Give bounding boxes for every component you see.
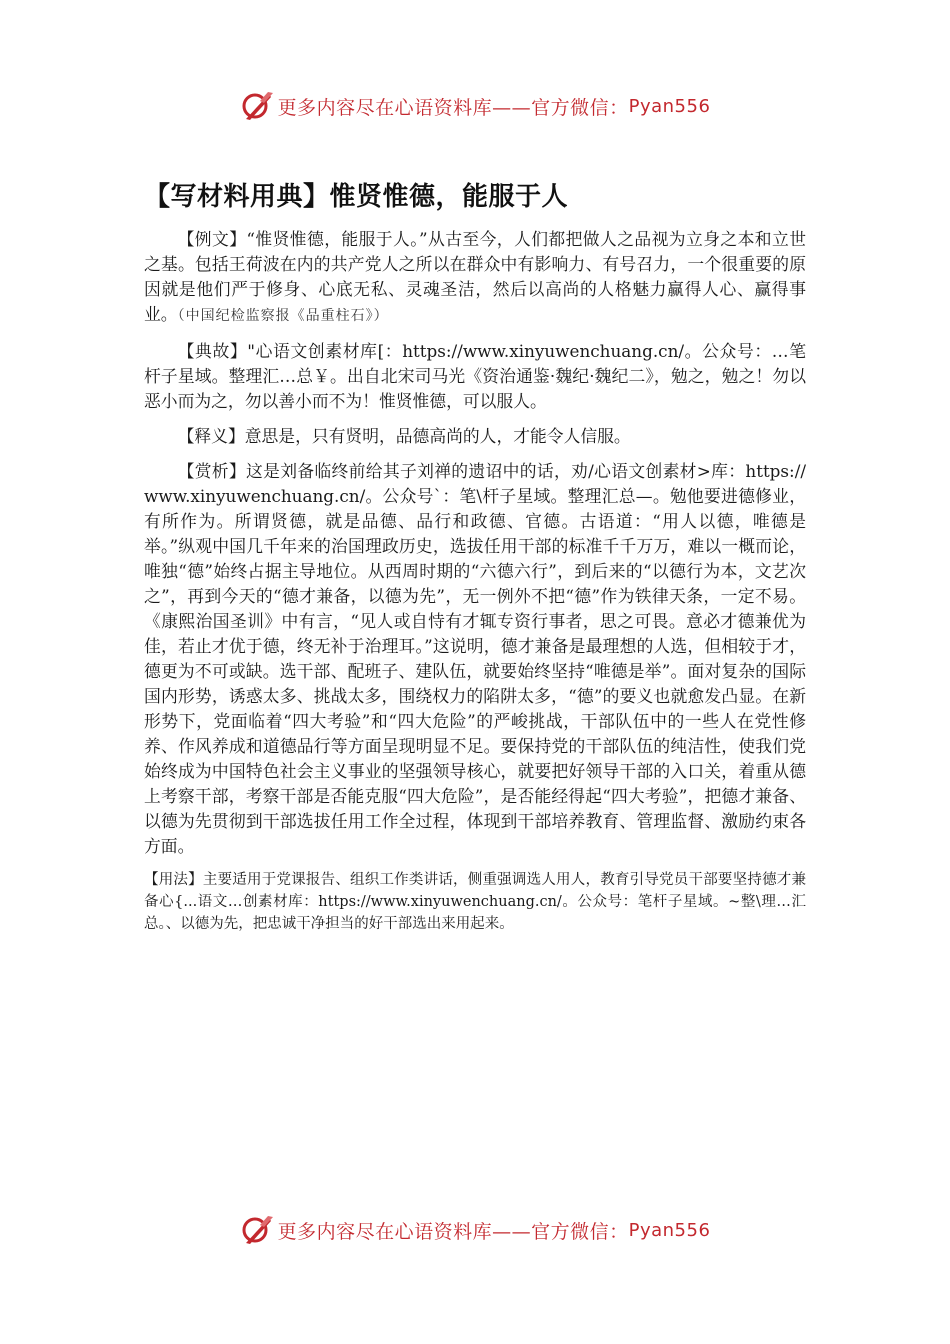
meaning-paragraph: 【释义】意思是，只有贤明，品德高尚的人，才能令人信服。 — [177, 426, 631, 446]
banner-text: 更多内容尽在心语资料库——官方微信： — [277, 96, 629, 119]
banner-text: 更多内容尽在心语资料库——官方微信： — [277, 1220, 629, 1243]
appreciation-paragraph: 【赏析】这是刘备临终前给其子刘禅的遗诏中的话，劝/心语文创素材>库：https://www.xinyuwenchuang.cn/。公众号`：笔\杆子星域。整理汇总—。勉他要进德修业，有所作为。所谓贤德，就是品德、品行和政德、官德。古语道：“用人以德，唯德是举。”纵观中国几千年来的治国理政历史，选拔任用干部的标准千千万万，难以一概而论，唯独“德”始终占据主导地位。从西周时期的“六德六行”，到后来的“以德行为本，文艺次之”，再到今天的“德才兼备，以德为先”，无一例外不把“德”作为铁律天条，一定不易。《康熙治国圣训》中有言，“见人或自恃有才辄专资行事者，思之可畏。意必才德兼优为佳，若止才优于德，终无补于治理耳。”这说明，德才兼备是最理想的人选，但相较于才，德更为不可或缺。选干部、配班子、建队伍，就要始终坚持“唯德是举”。面对复杂的国际国内形势，诱惑太多、挑战太多，围绕权力的陷阱太多，“德”的要义也就愈发凸显。在新形势下，党面临着“四大考验”和“四大危险”的严峻挑战，干部队伍中的一些人在党性修养、作风养成和道德品行等方面呈现明显不足。要保持党的干部队伍的纯洁性，使我们党始终成为中国特色社会主义事业的坚强领导核心，就要把好领导干部的入口关，着重从德上考察干部，考察干部是否能克服“四大危险”，是否能经得起“四大考验”，把德才兼备、以德为先贯彻到干部选拔任用工作全过程，体现到干部培养教育、管理监督、激励约束各方面。 — [144, 461, 806, 856]
allusion-paragraph: 【典故】"心语文创素材库[：https://www.xinyuwenchuang.cn/。公众号：…笔杆子星域。整理汇…总￥。出自北宋司马光《资治通鉴·魏纪·魏纪二》，勉之，勉之！勿以恶小而为之，勿以善小而不为！惟贤惟德，可以服人。 — [144, 341, 806, 411]
top-banner — [0, 86, 950, 126]
example-source: （中国纪检监察报《品重柱石》） — [177, 308, 389, 324]
usage-paragraph: 【用法】主要适用于党课报告、组织工作类讲话，侧重强调选人用人，教育引导党员干部要坚持德才兼备心{...语文…创素材库：https://www.xinyuwenchuang.cn/。公众号：笔杆子星域。~整\理…汇总。、以德为先，把忠诚干净担当的好干部选出来用起来。 — [144, 872, 806, 932]
article-title: 【写材料用典】惟贤惟德，能服于人 — [144, 182, 569, 212]
bottom-banner — [0, 1210, 950, 1250]
article — [144, 176, 806, 945]
example-text: 【例文】“惟贤惟德，能服于人。”从古至今，人们都把做人之品视为立身之本和立世之基。包括王荷波在内的共产党人之所以在群众中有影响力、有号召力，一个很重要的原因就是他们严于修身、心底无私、灵魂圣洁，然后以高尚的人格魅力赢得人心、赢得事业。 — [144, 229, 806, 324]
example-paragraph — [144, 227, 806, 329]
quill-logo-icon — [240, 89, 274, 123]
wechat-id: Pyan556 — [628, 95, 711, 117]
quill-logo-icon — [240, 1213, 274, 1247]
wechat-id: Pyan556 — [628, 1219, 711, 1241]
